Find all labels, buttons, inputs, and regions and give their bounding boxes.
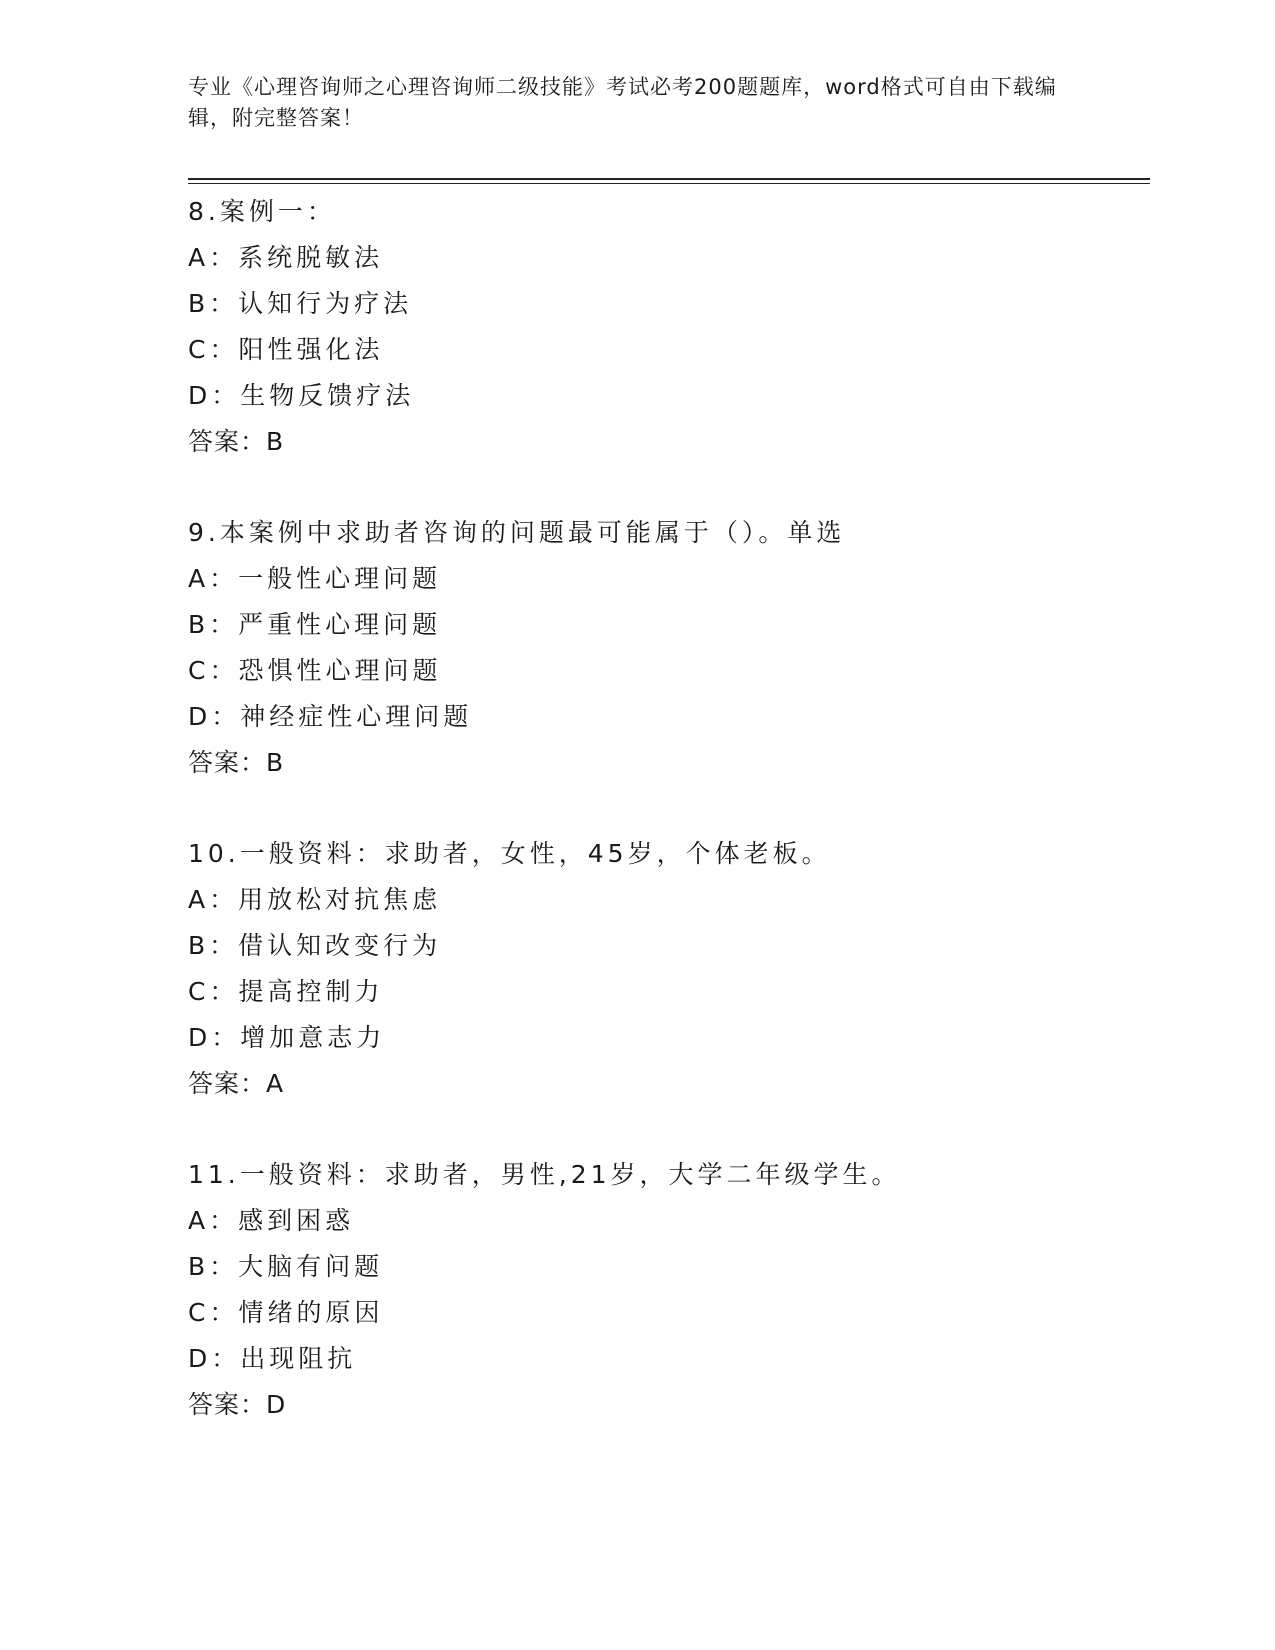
answer-line: 答案：D <box>188 1390 287 1419</box>
option-d: D：神经症性心理问题 <box>188 702 473 731</box>
option-d: D：增加意志力 <box>188 1023 386 1052</box>
question-list <box>188 189 1148 1473</box>
question-stem: 10.一般资料：求助者，女性，45岁，个体老板。 <box>188 839 831 868</box>
option-c: C：情绪的原因 <box>188 1298 384 1327</box>
answer-line: 答案：B <box>188 427 285 456</box>
option-b: B：大脑有问题 <box>188 1252 384 1281</box>
option-a: A：用放松对抗焦虑 <box>188 885 442 914</box>
option-d: D：生物反馈疗法 <box>188 381 415 410</box>
question-stem: 9.本案例中求助者咨询的问题最可能属于（）。单选 <box>188 518 846 547</box>
option-b: B：借认知改变行为 <box>188 931 442 960</box>
option-a: A：系统脱敏法 <box>188 243 384 272</box>
option-a: A：一般性心理问题 <box>188 564 442 593</box>
answer-line: 答案：A <box>188 1069 285 1098</box>
option-b: B：认知行为疗法 <box>188 289 413 318</box>
option-c: C：提高控制力 <box>188 977 384 1006</box>
question-item <box>188 189 1148 465</box>
question-stem: 11.一般资料：求助者，男性,21岁，大学二年级学生。 <box>188 1160 901 1189</box>
option-b: B：严重性心理问题 <box>188 610 442 639</box>
header-divider-thin <box>188 183 1150 184</box>
question-item <box>188 831 1148 1107</box>
question-stem: 8.案例一： <box>188 197 336 226</box>
option-c: C：阳性强化法 <box>188 335 384 364</box>
option-a: A：感到困惑 <box>188 1206 355 1235</box>
question-item <box>188 510 1148 786</box>
answer-line: 答案：B <box>188 748 285 777</box>
document-header: 专业《心理咨询师之心理咨询师二级技能》考试必考200题题库，word格式可自由下载编辑，附完整答案！ <box>188 75 1057 130</box>
option-c: C：恐惧性心理问题 <box>188 656 442 685</box>
header-divider <box>188 178 1150 180</box>
option-d: D：出现阻抗 <box>188 1344 357 1373</box>
question-item <box>188 1152 1148 1428</box>
